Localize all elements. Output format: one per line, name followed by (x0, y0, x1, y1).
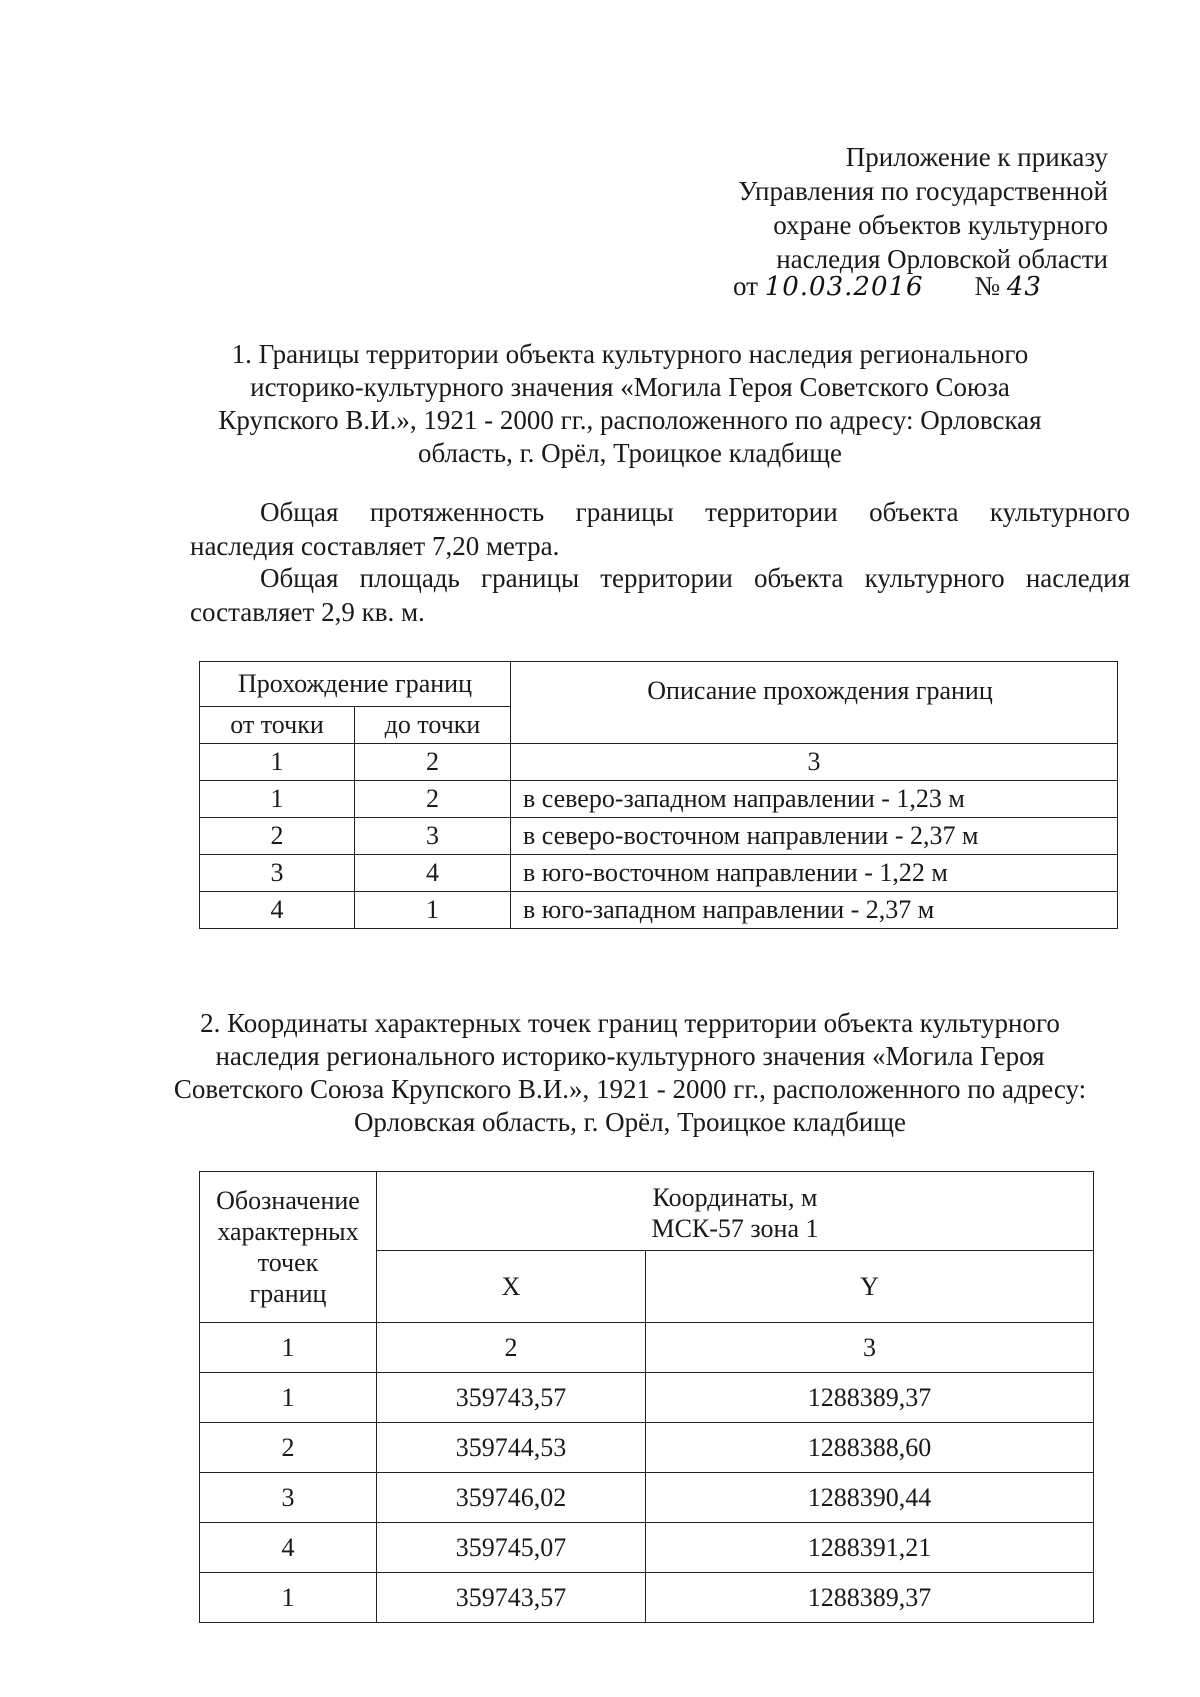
header-line: характерных (217, 1217, 359, 1246)
column-number: 1 (200, 744, 355, 781)
to-point: 2 (355, 781, 511, 818)
coord-x: 359743,57 (377, 1573, 646, 1623)
point-id: 1 (200, 1573, 377, 1623)
title-line: область, г. Орёл, Троицкое кладбище (417, 438, 843, 468)
boundary-description: в северо-восточном направлении - 2,37 м (511, 818, 1118, 855)
to-point: 3 (355, 818, 511, 855)
section2-title (140, 1007, 1120, 1139)
date-prefix: от (733, 271, 758, 301)
boundary-description: в юго-западном направлении - 2,37 м (511, 892, 1118, 929)
from-point: 2 (200, 818, 355, 855)
coord-y: 1288389,37 (646, 1573, 1094, 1623)
area-paragraph (190, 561, 1130, 629)
title-line: наследия регионального историко-культурного значения «Могила Героя (215, 1041, 1045, 1071)
from-point: 4 (200, 892, 355, 929)
table-row (200, 1373, 1094, 1423)
para-line: составляет 2,9 кв. м. (190, 597, 425, 627)
point-id: 3 (200, 1473, 377, 1523)
number-label: № (974, 271, 1001, 301)
table-row (200, 1523, 1094, 1573)
header-line: Координаты, м (652, 1183, 818, 1212)
appendix-line: охране объектов культурного (773, 210, 1108, 240)
header-point-designation (200, 1172, 377, 1323)
header-boundary-passage: Прохождение границ (200, 662, 511, 707)
title-line: Орловская область, г. Орёл, Троицкое кладбище (353, 1107, 907, 1137)
boundary-description: в северо-западном направлении - 1,23 м (511, 781, 1118, 818)
handwritten-number: 43 (1006, 272, 1042, 302)
header-description: Описание прохождения границ (511, 662, 1118, 744)
title-line: 2. Координаты характерных точек границ территории объекта культурного (200, 1008, 1060, 1038)
from-point: 3 (200, 855, 355, 892)
coordinates-table (199, 1171, 1094, 1623)
perimeter-paragraph (190, 495, 1130, 563)
boundary-table (199, 661, 1118, 929)
para-line: Общая протяженность границы территории объекта культурного (260, 497, 1130, 527)
point-id: 4 (200, 1523, 377, 1573)
column-number: 3 (511, 744, 1118, 781)
title-line: 1. Границы территории объекта культурного наследия регионального (231, 339, 1029, 369)
appendix-line: наследия Орловской области (776, 244, 1108, 274)
section1-title (140, 338, 1120, 470)
title-line: Советского Союза Крупского В.И.», 1921 - 2000 гг., расположенного по адресу: (173, 1074, 1087, 1104)
column-number: 2 (355, 744, 511, 781)
table-row (200, 781, 1118, 818)
from-point: 1 (200, 781, 355, 818)
handwritten-date: 10.03.2016 (764, 272, 924, 302)
header-to-point: до точки (355, 707, 511, 744)
header-from-point: от точки (200, 707, 355, 744)
to-point: 4 (355, 855, 511, 892)
coord-x: 359743,57 (377, 1373, 646, 1423)
appendix-header (738, 140, 1108, 276)
header-line: точек (257, 1248, 319, 1277)
coord-y: 1288391,21 (646, 1523, 1094, 1573)
coord-y: 1288388,60 (646, 1423, 1094, 1473)
table-row (200, 855, 1118, 892)
coord-y: 1288390,44 (646, 1473, 1094, 1523)
para-line: Общая площадь границы территории объекта культурного наследия (260, 563, 1130, 593)
appendix-line: Приложение к приказу (845, 142, 1108, 172)
header-line: границ (249, 1279, 327, 1308)
column-number: 2 (377, 1323, 646, 1373)
point-id: 2 (200, 1423, 377, 1473)
column-numbering-row (200, 1323, 1094, 1373)
title-line: историко-культурного значения «Могила Героя Советского Союза (250, 372, 1010, 402)
para-line: наследия составляет 7,20 метра. (190, 531, 560, 561)
point-id: 1 (200, 1373, 377, 1423)
appendix-line: Управления по государственной (738, 176, 1108, 206)
header-line: Обозначение (216, 1186, 360, 1215)
header-x: X (377, 1251, 646, 1323)
order-date-number (733, 271, 1042, 302)
to-point: 1 (355, 892, 511, 929)
column-numbering-row (200, 744, 1118, 781)
coord-y: 1288389,37 (646, 1373, 1094, 1423)
table-row (200, 1423, 1094, 1473)
table-row (200, 1473, 1094, 1523)
column-number: 3 (646, 1323, 1094, 1373)
column-number: 1 (200, 1323, 377, 1373)
coord-x: 359744,53 (377, 1423, 646, 1473)
header-y: Y (646, 1251, 1094, 1323)
table-row (200, 818, 1118, 855)
table-row (200, 892, 1118, 929)
title-line: Крупского В.И.», 1921 - 2000 гг., расположенного по адресу: Орловская (218, 405, 1042, 435)
header-line: МСК-57 зона 1 (651, 1214, 819, 1243)
header-coordinates (377, 1172, 1094, 1251)
coord-x: 359745,07 (377, 1523, 646, 1573)
boundary-description: в юго-восточном направлении - 1,22 м (511, 855, 1118, 892)
table-row (200, 1573, 1094, 1623)
coord-x: 359746,02 (377, 1473, 646, 1523)
